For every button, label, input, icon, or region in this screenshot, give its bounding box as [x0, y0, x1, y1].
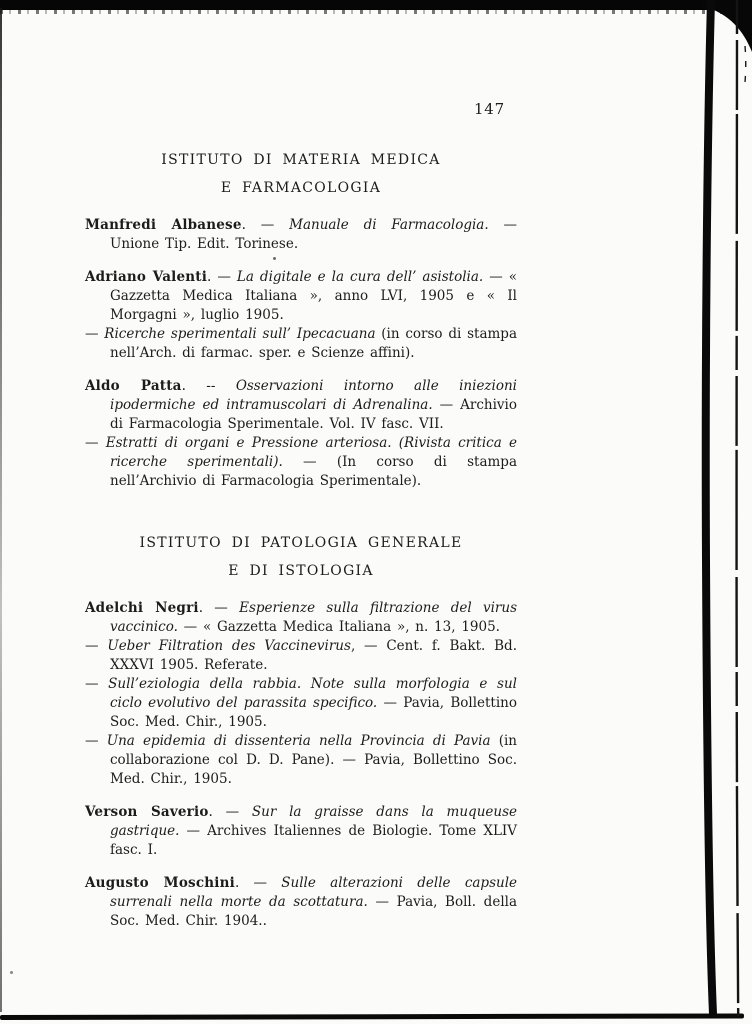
entry-text-normal: (in corso di stampa nell’Arch. di farmac. sper. e Scienze affini). — [110, 326, 517, 361]
entry-text-normal: . — — [208, 804, 252, 820]
entry-text-bold: Verson Saverio — [85, 804, 209, 820]
entry-text-italic: Sulle alterazioni delle capsule surrenali nella morte da scottatura. — [110, 875, 517, 910]
entry-text-italic: Estratti di organi e Pressione arteriosa. (Rivista critica e ricerche sperimentali). — [105, 435, 517, 470]
institute-section — [85, 529, 517, 931]
page-number: 147 — [473, 100, 505, 118]
entry-text-normal: . — — [234, 875, 282, 891]
entry-text-normal: — Unione Tip. Edit. Torinese. — [110, 217, 517, 252]
entry-text-bold: Augusto Moschini — [85, 875, 235, 891]
bibliography-entry-continuation — [85, 675, 517, 732]
entry-text-bold: Adelchi Negri — [85, 600, 199, 616]
entry-text-normal: — — [85, 435, 106, 451]
entry-text-normal: — « Gazzetta Medica Italiana », n. 13, 1905. — [177, 619, 500, 635]
entry-text-bold: Manfredi Albanese — [85, 217, 242, 233]
bibliography-entry-continuation — [85, 325, 517, 363]
entry-text-normal: — — [85, 676, 109, 692]
section-heading-line: ISTITUTO DI MATERIA MEDICA — [161, 152, 441, 168]
entry-text-normal: — — [85, 638, 108, 654]
section-heading — [85, 529, 517, 585]
bibliography-entry — [85, 268, 517, 325]
entry-text-italic: Osservazioni intorno alle iniezioni ipodermiche ed intramuscolari di Adrenalina. — [110, 378, 517, 413]
entry-text-normal: , — Cent. f. Bakt. Bd. XXXVI 1905. Referate. — [110, 638, 517, 673]
bibliography-entry — [85, 599, 517, 637]
binding-line-thick — [706, 0, 713, 1014]
bibliography-entry — [85, 216, 517, 254]
entry-text-normal: — Archives Italiennes de Biologie. Tome XLIV fasc. I. — [110, 823, 517, 858]
entry-text-italic: Esperienze sulla filtrazione del virus vaccinico. — [110, 600, 517, 635]
entry-text-italic: Ricerche sperimentali sull’ Ipecacuana — [104, 326, 376, 342]
entry-text-normal: — (In corso di stampa nell’Archivio di Farmacologia Sperimentale). — [110, 454, 517, 489]
scan-bottom-edge — [0, 1013, 744, 1020]
section-heading-line: E DI ISTOLOGIA — [228, 563, 374, 579]
institute-section — [85, 146, 517, 491]
section-heading — [85, 146, 517, 202]
bibliography-entry-continuation — [85, 434, 517, 491]
entry-text-normal: — — [85, 733, 107, 749]
binding-line-thin — [737, 0, 739, 1016]
entry-text-italic: Ueber Filtration des Vaccinevirus — [107, 638, 351, 654]
page-content — [85, 0, 517, 931]
entry-text-normal: — « Gazzetta Medica Italiana », anno LVI, 1905 e « Il Morgagni », luglio 1905. — [110, 269, 517, 323]
entry-text-normal: — Archivio di Farmacologia Sperimentale. Vol. IV fasc. VII. — [110, 397, 517, 432]
scan-speckle — [10, 971, 13, 974]
entry-text-normal: . — — [241, 217, 290, 233]
bibliography-entry-continuation — [85, 637, 517, 675]
entry-text-normal: (in collaborazione col D. D. Pane). — Pavia, Bollettino Soc. Med. Chir., 1905. — [110, 733, 517, 787]
entry-text-italic: Una epidemia di dissenteria nella Provincia di Pavia — [106, 733, 491, 749]
binding-scratch — [745, 46, 746, 82]
entry-text-bold: Aldo Patta — [85, 378, 182, 394]
entry-text-italic: Sull’eziologia della rabbia. Note sulla morfologia e sul ciclo evolutivo del parassita specifico. — [108, 676, 518, 711]
entry-text-normal: — — [85, 326, 105, 342]
entry-text-normal: — Pavia, Boll. della Soc. Med. Chir. 1904.. — [110, 894, 517, 929]
section-heading-line: ISTITUTO DI PATOLOGIA GENERALE — [139, 535, 463, 551]
book-binding-shadow — [690, 0, 752, 1024]
entry-text-normal: — Pavia, Bollettino Soc. Med. Chir., 1905. — [110, 695, 517, 730]
bibliography-entry — [85, 803, 517, 860]
bibliography-entry — [85, 874, 517, 931]
bibliography-entry — [85, 377, 517, 434]
bibliography-sections — [85, 146, 517, 931]
bibliography-entry-continuation — [85, 732, 517, 789]
scan-left-edge — [0, 8, 2, 1012]
entry-text-italic: La digitale e la cura dell’ asistolia. — [236, 269, 484, 285]
entry-text-normal: . — — [198, 600, 240, 616]
entry-text-normal: . — — [207, 269, 237, 285]
entry-text-bold: Adriano Valenti — [85, 269, 208, 285]
entry-text-italic: Sur la graisse dans la muqueuse gastrique. — [110, 804, 517, 839]
section-heading-line: E FARMACOLOGIA — [220, 180, 382, 196]
entry-text-italic: Manuale di Farmacologia. — [289, 217, 489, 233]
entry-text-normal: . -- — [181, 378, 236, 394]
